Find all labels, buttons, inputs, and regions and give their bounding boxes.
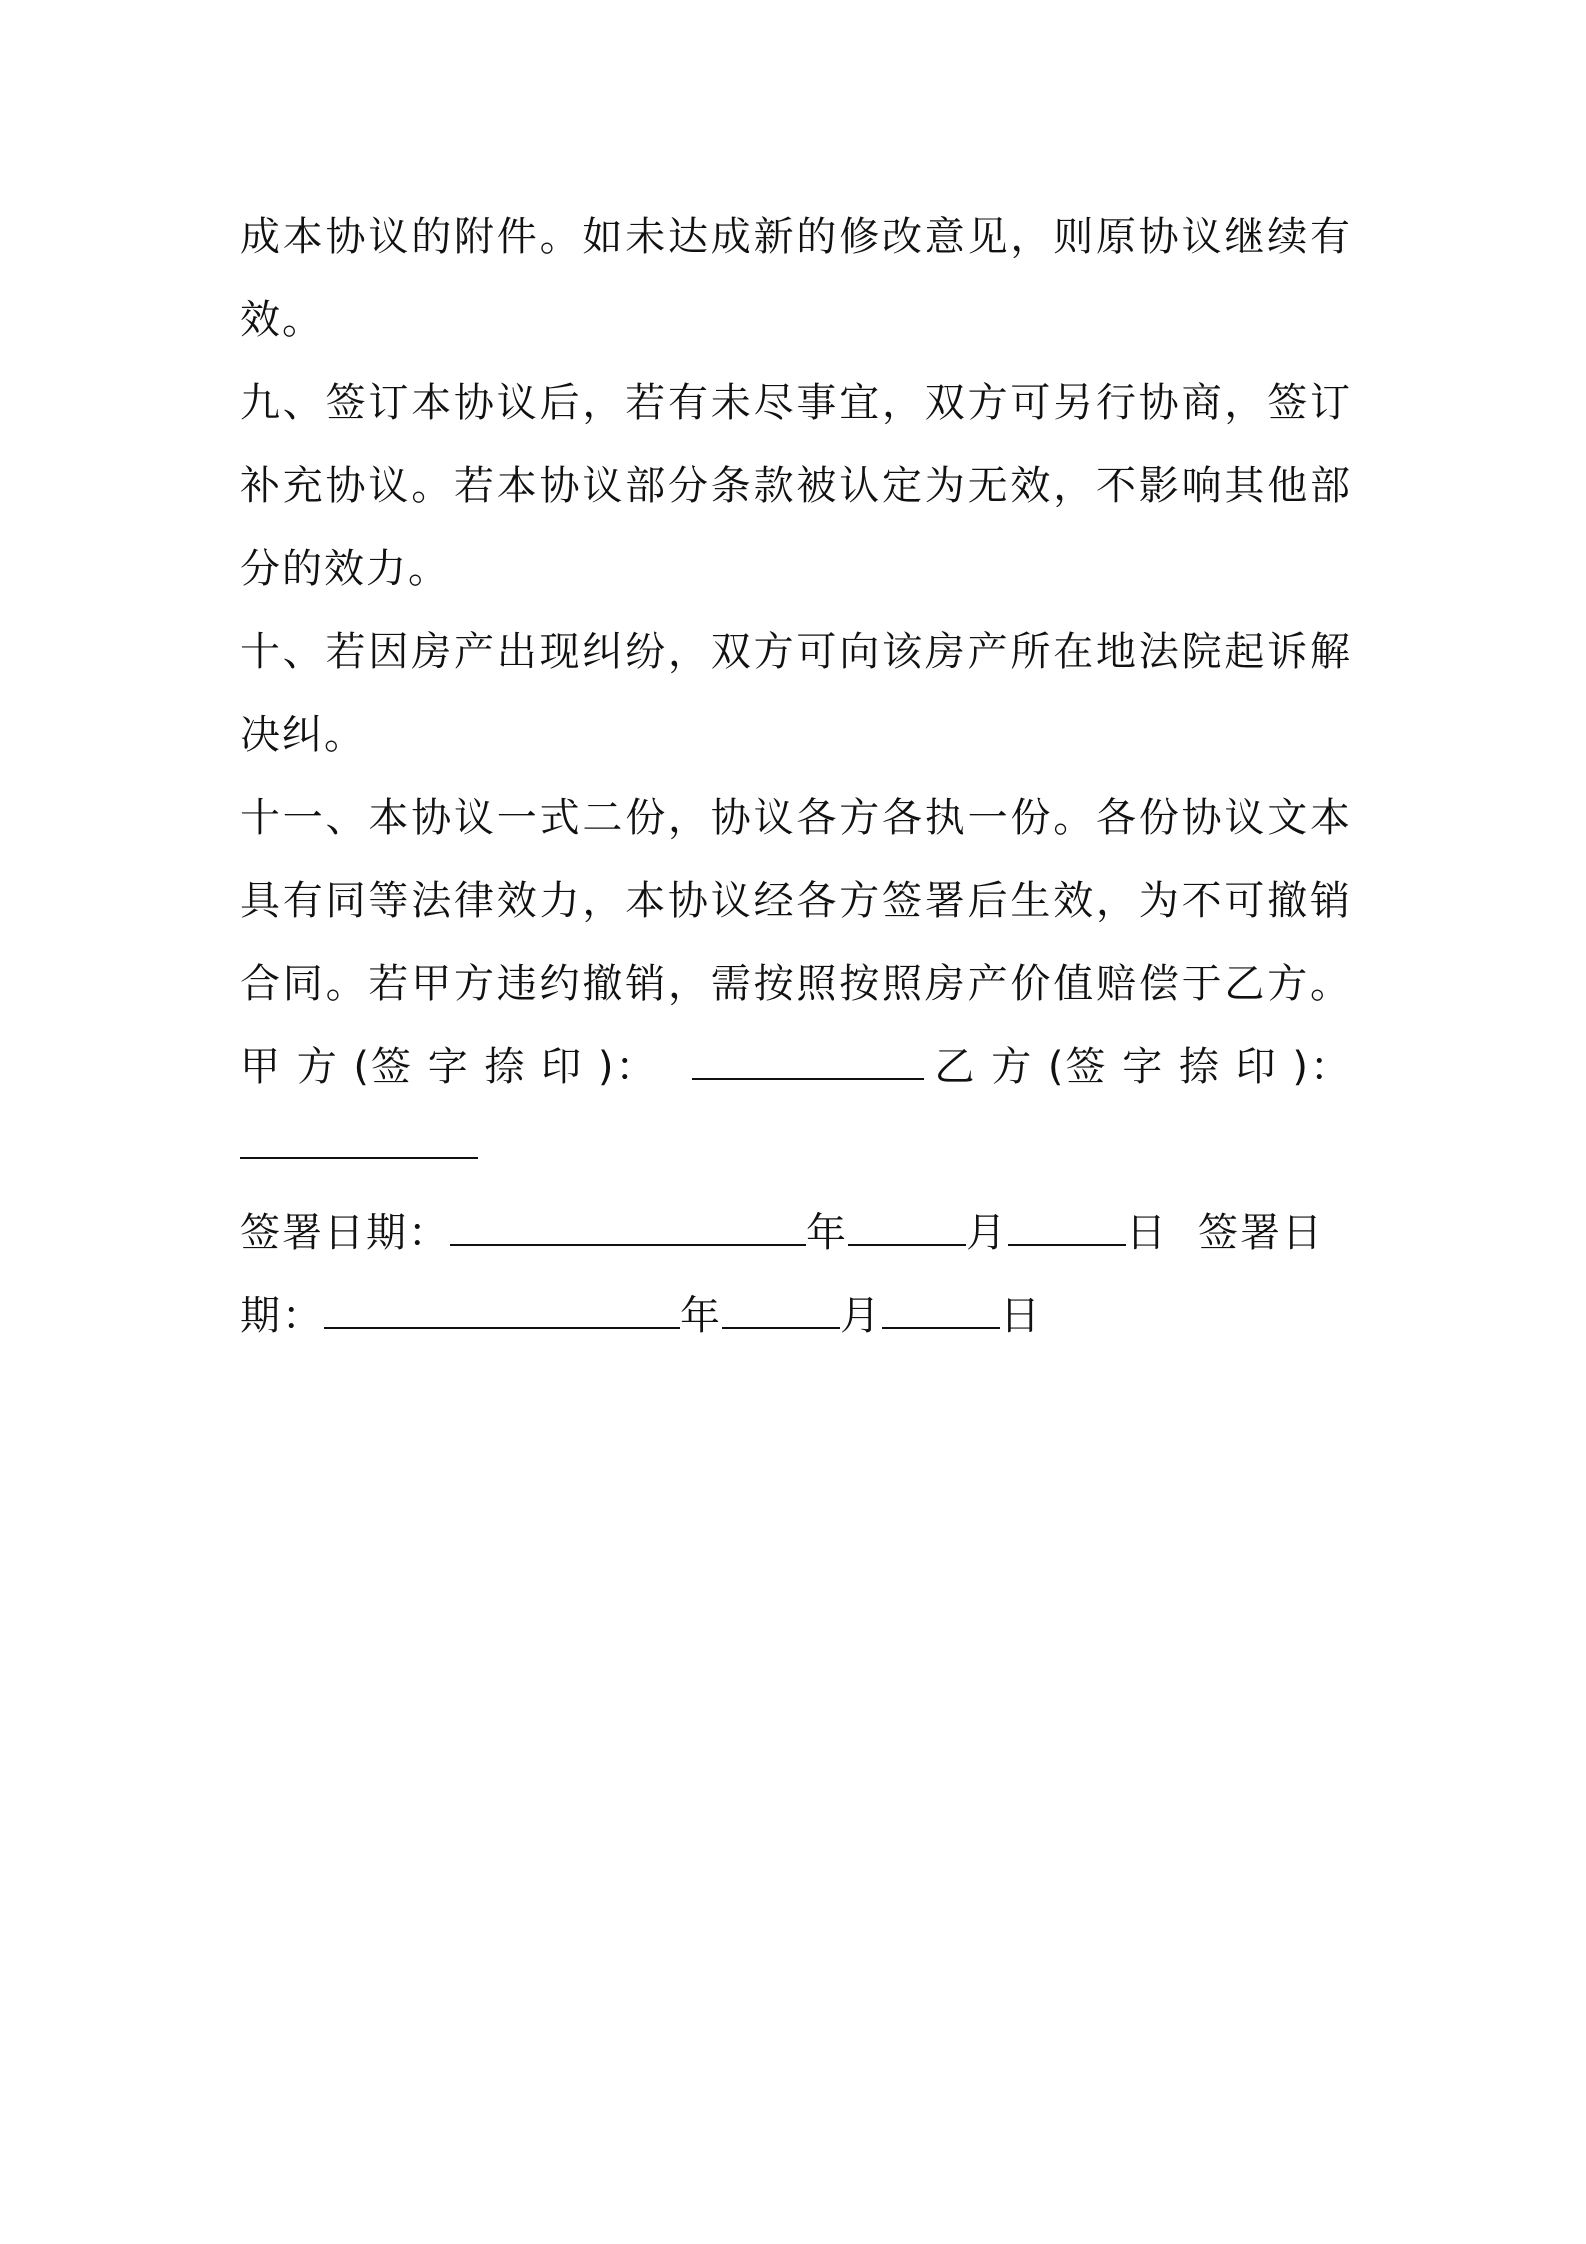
date-label-b-start: 签署日 — [1198, 1210, 1324, 1256]
clause-10-line-2: 决纠。 — [240, 712, 366, 758]
year-b-blank[interactable] — [722, 1293, 840, 1329]
clause-9-line-3: 分的效力。 — [240, 546, 450, 592]
clause-11-line-3: 合同。若甲方违约撤销，需按照按照房产价值赔偿于乙方。 — [240, 961, 1352, 1007]
year-label-b: 年 — [680, 1293, 722, 1339]
date-row-1 — [240, 1192, 1352, 1275]
party-a-signature-blank[interactable] — [692, 1044, 924, 1080]
body-line-2: 效。 — [240, 297, 324, 343]
date-label-a: 签署日期： — [240, 1210, 450, 1256]
clause-9-line-1: 九、签订本协议后，若有未尽事宜，双方可另行协商，签订 — [240, 380, 1352, 426]
month-a-blank[interactable] — [1008, 1210, 1126, 1246]
clause-9-line-2: 补充协议。若本协议部分条款被认定为无效，不影响其他部 — [240, 463, 1352, 509]
party-a-signature — [240, 1026, 924, 1109]
day-label-a: 日 — [1126, 1210, 1168, 1256]
clause-11-line-2: 具有同等法律效力，本协议经各方签署后生效，为不可撤销 — [240, 878, 1352, 924]
day-label-b: 日 — [1000, 1293, 1042, 1339]
party-b-label: 乙 方 (签 字 捺 印 )： — [934, 1044, 1352, 1090]
date-b-blank[interactable] — [324, 1293, 680, 1329]
party-b-signature-line — [240, 1109, 1352, 1192]
date-a-blank[interactable] — [450, 1210, 806, 1246]
clause-10-line-1: 十、若因房产出现纠纷，双方可向该房产所在地法院起诉解 — [240, 629, 1352, 675]
year-label-a: 年 — [806, 1210, 848, 1256]
document-page — [240, 196, 1352, 1358]
year-a-blank[interactable] — [848, 1210, 966, 1246]
month-label-b: 月 — [840, 1293, 882, 1339]
month-b-blank[interactable] — [882, 1293, 1000, 1329]
clause-11-line-1: 十一、本协议一式二份，协议各方各执一份。各份协议文本 — [240, 795, 1352, 841]
signature-row — [240, 1026, 1352, 1109]
month-label-a: 月 — [966, 1210, 1008, 1256]
party-a-label: 甲 方 (签 字 捺 印 )： — [240, 1044, 658, 1090]
body-line-1: 成本协议的附件。如未达成新的修改意见，则原协议继续有 — [240, 214, 1352, 260]
party-b-signature-blank[interactable] — [240, 1123, 478, 1159]
date-label-b-end: 期： — [240, 1293, 324, 1339]
date-row-2 — [240, 1275, 1352, 1358]
